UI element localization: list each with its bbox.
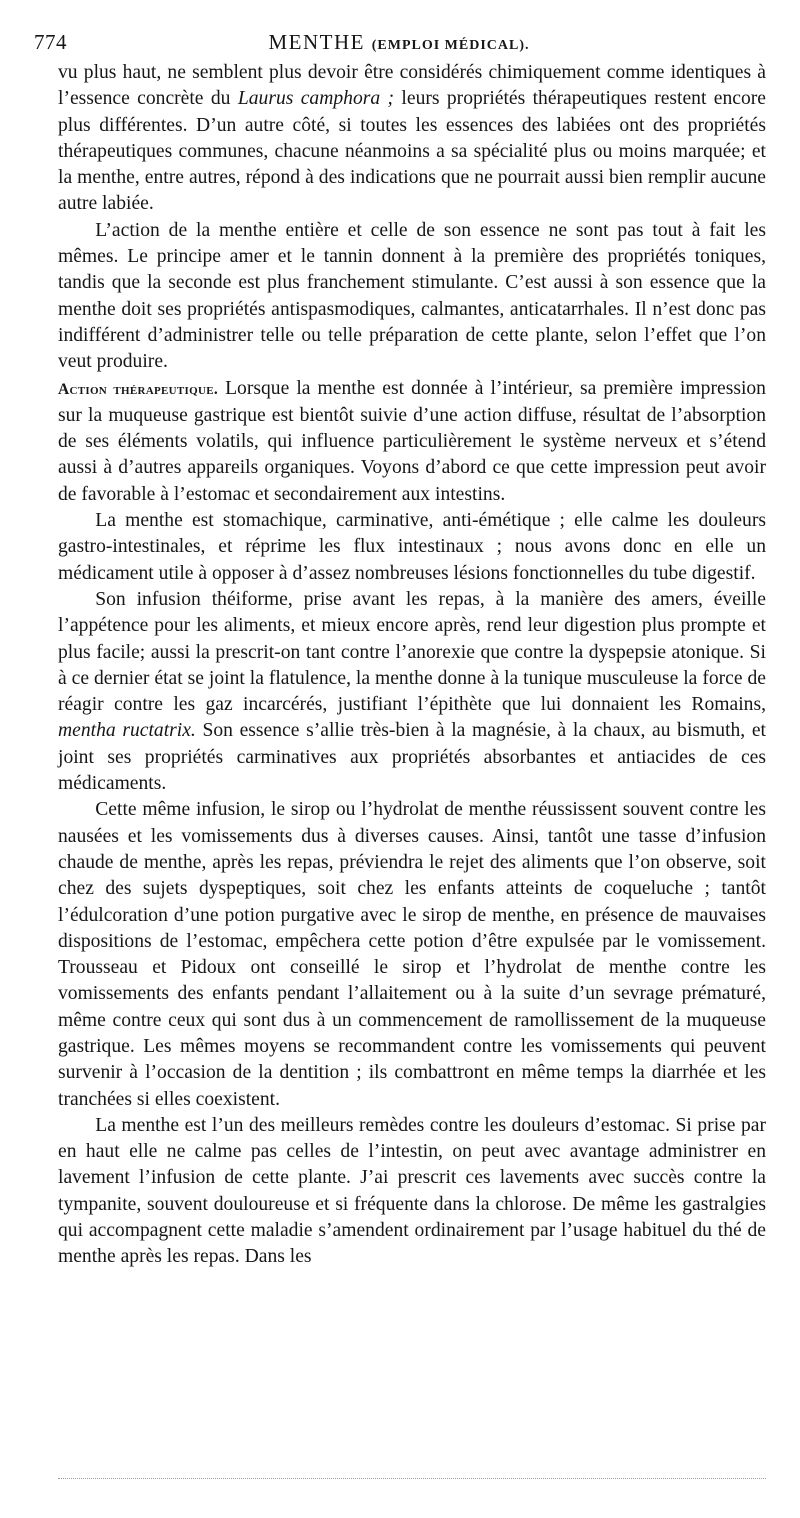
paragraph-1-text-rest: leurs propriétés thérapeutiques restent encore plus différentes. D’un autre côté, si toutes les essences des labiées ont des propriétés thérapeutiques communes, chacune néanmoins a sa spécialité plus ou moins marquée; et la menthe, entre autres, répond à des indications que ne pourrait aussi bien remplir aucune autre labiée.: [58, 88, 766, 215]
section-heading: Action thérapeutique.: [58, 380, 219, 398]
paragraph-6: Cette même infusion, le sirop ou l’hydrolat de menthe réussissent souvent contre les nausées et les vomissements dus à diverses causes. Ainsi, tantôt une tasse d’infusion chaude de menthe, après les repas, préviendra le rejet des aliments que l’on observe, soit chez des sujets dyspeptiques, soit chez les enfants atteints de coqueluche ; tantôt l’édulcoration d’une potion purgative avec le sirop de menthe, en présence de mauvaises dispositions de l’estomac, empêchera cette potion d’être expulsée par le vomissement. Trousseau et Pidoux ont conseillé le sirop et l’hydrolat de menthe contre les vomissements des enfants pendant l’allaitement ou à la suite d’un sevrage prématuré, même contre ceux qui sont dus à un commencement de ramollissement de la muqueuse gastrique. Les mêmes moyens se recommandent contre les vomissements qui peuvent survenir à l’occasion de la dentition ; ils combattront en même temps la diarrhée et les tranchées si elles coexistent.: [58, 799, 766, 1110]
paragraph-5-italic: mentha ructatrix.: [58, 720, 196, 742]
running-title: [34, 30, 764, 55]
paragraph-5: [58, 587, 766, 797]
running-header: [34, 26, 764, 60]
footer-dotted-rule: [58, 1478, 766, 1479]
running-title-sub: (EMPLOI MÉDICAL).: [371, 38, 530, 53]
paragraph-7: La menthe est l’un des meilleurs remèdes contre les douleurs d’estomac. Si prise par en haut elle ne calme pas celles de l’intestin, on peut avec avantage administrer en lavement l’infusion de cette plante. J’ai prescrit ces lavements avec succès contre la tympanite, souvent douloureuse et si fréquente dans la chlorose. De même les gastralgies qui accompagnent cette maladie s’amendent ordinairement par l’usage habituel du thé de menthe après les repas. Dans les: [58, 1114, 766, 1268]
paragraph-4: La menthe est stomachique, carminative, anti-émétique ; elle calme les douleurs gastro-intestinales, et réprime les flux intestinaux ; nous avons donc en elle un médicament utile à opposer à d’assez nombreuses lésions fonctionnelles du tube digestif.: [58, 510, 766, 584]
paragraph-3-text: Lorsque la menthe est donnée à l’intérieur, sa première impression sur la muqueuse gastrique est bientôt suivie d’une action diffuse, résultat de l’absorption de ses éléments volatils, qui influence particulièrement le système nerveux et s’étend aussi à d’autres appareils organiques. Voyons d’abord ce que cette impression peut avoir de favorable à l’estomac et secondairement aux intestins.: [58, 377, 766, 505]
paragraph-3: [58, 376, 766, 508]
page-number: 774: [34, 30, 67, 54]
running-title-main: MENTHE: [268, 30, 365, 54]
paragraph-2: L’action de la menthe entière et celle de son essence ne sont pas tout à fait les mêmes. Le principe amer et le tannin donnent à la première des propriétés toniques, tandis que la seconde est plus franchement stimulante. C’est aussi à son essence que la menthe doit ses propriétés antispasmodiques, calmantes, anticatarrhales. Il n’est donc pas indifférent d’administrer telle ou telle préparation de cette plante, selon l’effet que l’on veut produire.: [58, 219, 766, 373]
paragraph-1: [58, 60, 766, 218]
body-text: [58, 60, 766, 1271]
paragraph-1-text: vu plus haut, ne semblent plus devoir être considérés chimiquement comme identiques à l’essence concrète du: [58, 62, 766, 110]
paragraph-1-italic: Laurus camphora ;: [237, 88, 395, 110]
paragraph-5-text-rest: Son essence s’allie très-bien à la magnésie, à la chaux, au bismuth, et joint ses propriétés carminatives aux propriétés absorbantes et antiacides de ces médicaments.: [58, 720, 767, 795]
paragraph-5-text: Son infusion théiforme, prise avant les repas, à la manière des amers, éveille l’appétence pour les aliments, et mieux encore après, rend leur digestion plus prompte et plus facile; aussi la prescrit-on tant contre l’anorexie que contre la dyspepsie atonique. Si à ce dernier état se joint la flatulence, la menthe donne à la tunique musculeuse la force de réagir contre les gaz incarcérés, justifiant l’épithète que lui donnaient les Romains,: [58, 588, 766, 716]
